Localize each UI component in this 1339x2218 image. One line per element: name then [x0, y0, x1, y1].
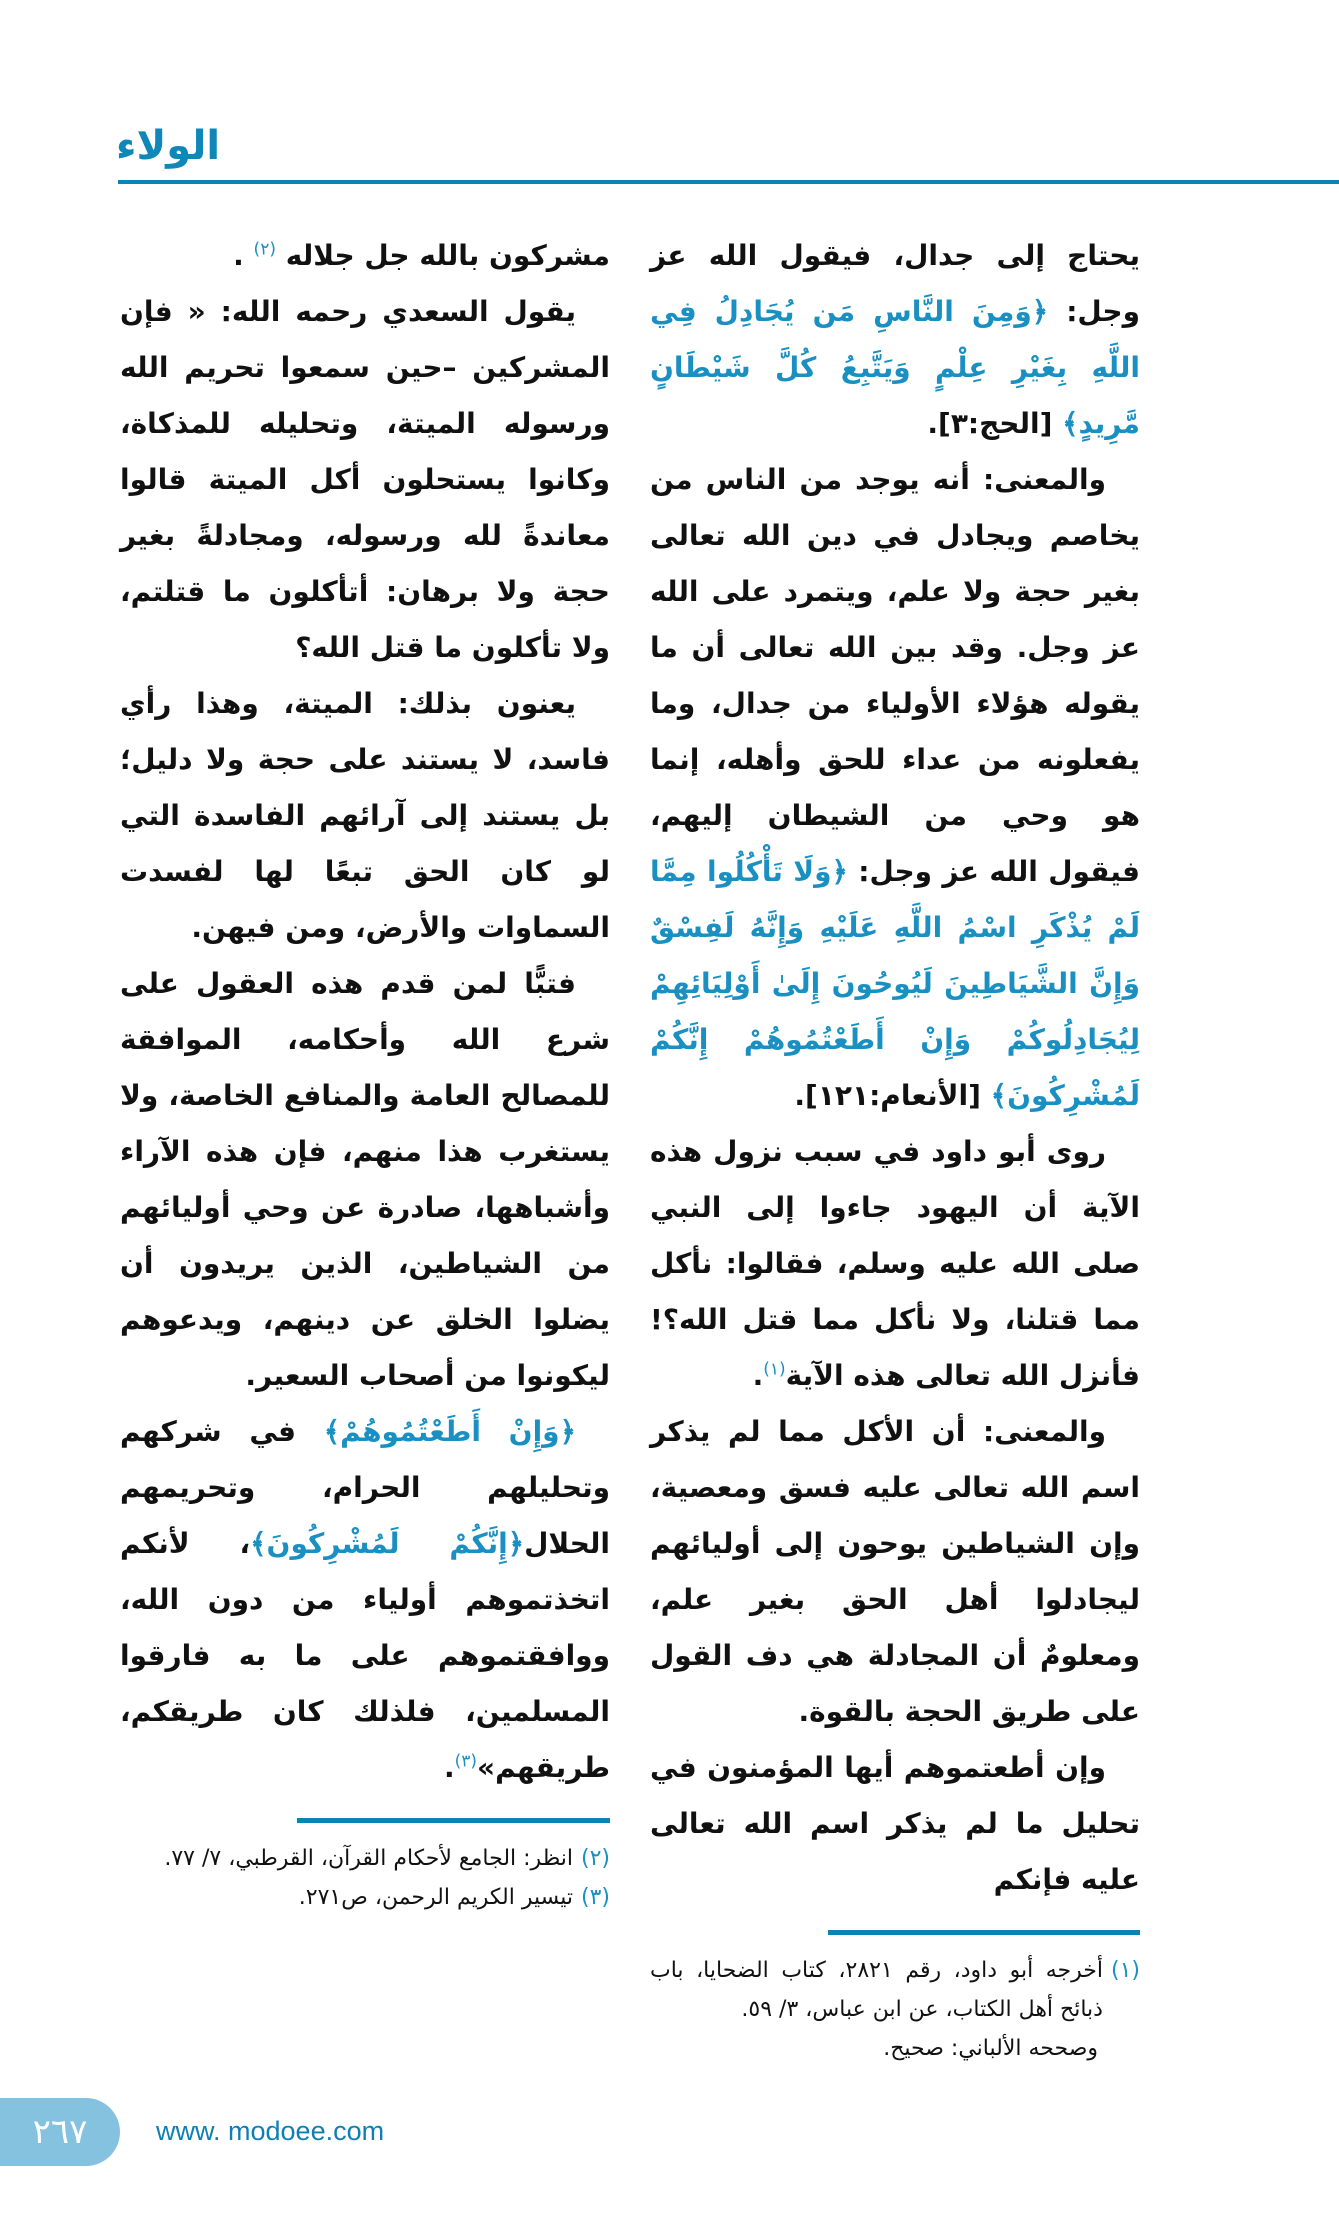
footnote-reference: (٣): [454, 1751, 477, 1772]
page-footer: [0, 2098, 1339, 2218]
body-text: يعنون بذلك: الميتة، وهذا رأي فاسد، لا يستند على حجة ولا دليل؛ بل يستند إلى آرائهم الفاسدة التي لو كان الحق تبعًا لها لفسدت السماوات والأرض، ومن فيهن.: [120, 687, 610, 944]
page-number-badge: ٢٦٧: [0, 2098, 120, 2166]
body-text: فتبًّا لمن قدم هذه العقول على شرع الله وأحكامه، الموافقة للمصالح العامة والمنافع الخاصة، ولا يستغرب هذا منهم، فإن هذه الآراء وأشباهها، صادرة عن وحي أوليائهم من الشياطين، الذين يريدون أن يضلوا الخلق عن دينهم، ويدعوهم ليكونوا من أصحاب السعير.: [120, 967, 610, 1392]
page-header: [0, 0, 1339, 228]
body-text: وإن أطعتموهم أيها المؤمنون في تحليل ما لم يذكر اسم الله تعالى عليه فإنكم: [650, 1751, 1140, 1896]
footnote-1-extra: وصححه الألباني: صحيح.: [883, 2036, 1098, 2061]
paragraph: [120, 956, 610, 1404]
footnote-text: تيسير الكريم الرحمن، ص٢٧١.: [298, 1885, 573, 1910]
body-text: .: [752, 1359, 764, 1392]
right-column-block: [650, 228, 1140, 2068]
header-divider: [118, 180, 1339, 184]
body-text: والمعنى: أن الأكل مما لم يذكر اسم الله تعالى عليه فسق ومعصية، وإن الشياطين يوحون إلى أوليائهم ليجادلوا أهل الحق بغير علم، ومعلومٌ أن المجادلة هي دف القول على طريق الحجة بالقوة.: [650, 1415, 1140, 1728]
quran-verse: ﴿وَإِنْ أَطَعْتُمُوهُمْ﴾: [323, 1415, 576, 1448]
footnote-number: (٢): [580, 1846, 610, 1871]
paragraph: [650, 1740, 1140, 1908]
body-text: [الحج:٣].: [927, 407, 1063, 440]
footnote-number: (١): [1110, 1958, 1140, 1983]
footnotes-right: [650, 1951, 1140, 2068]
body-text: .: [233, 239, 254, 272]
footnote-reference: (٢): [253, 239, 276, 260]
footnote-3: [120, 1878, 610, 1917]
footnote-divider-right: [828, 1930, 1140, 1935]
right-text-column: [650, 228, 1140, 1908]
paragraph: [120, 1404, 610, 1796]
website-url[interactable]: www. modoee.com: [156, 2116, 385, 2146]
left-text-column: [120, 228, 610, 1796]
paragraph: [650, 228, 1140, 452]
left-column-block: [120, 228, 610, 1917]
body-text: مشركون بالله جل جلاله: [275, 239, 610, 272]
footnote-1: [650, 1951, 1140, 2029]
quran-verse: ﴿إِنَّكُمْ لَمُشْرِكُونَ﴾: [250, 1527, 525, 1560]
body-text: يحتاج إلى جدال، فيقول الله عز وجل:: [650, 239, 1140, 328]
body-text: .: [443, 1751, 455, 1784]
footnote-text: أخرجه أبو داود، رقم ٢٨٢١، كتاب الضحايا، باب ذبائح أهل الكتاب، عن ابن عباس، ٣/ ٥٩.: [650, 1958, 1103, 2022]
two-column-body: [0, 228, 1339, 2068]
paragraph: [120, 676, 610, 956]
footnote-reference: (١): [763, 1359, 786, 1380]
body-text: والمعنى: أنه يوجد من الناس من يخاصم ويجادل في دين الله تعالى بغير حجة ولا علم، ويتمرد على الله عز وجل. وقد بين الله تعالى أن ما يقوله هؤلاء الأولياء من جدال، وما يفعلونه من عداء للحق وأهله، إنما هو وحي من الشيطان إليهم، فيقول الله عز وجل:: [650, 463, 1140, 888]
body-text: يقول السعدي رحمه الله: « فإن المشركين –حين سمعوا تحريم الله ورسوله الميتة، وتحليله للمذكاة، وكانوا يستحلون أكل الميتة قالوا معاندةً لله ورسوله، ومجادلةً بغير حجة ولا برهان: أتأكلون ما قتلتم، ولا تأكلون ما قتل الله؟: [120, 295, 610, 664]
paragraph: [120, 284, 610, 676]
quran-verse: ﴿وَمِنَ النَّاسِ مَن يُجَادِلُ فِي اللَّهِ بِغَيْرِ عِلْمٍ وَيَتَّبِعُ كُلَّ شَيْطَانٍ مَّرِيدٍ﴾: [650, 295, 1140, 440]
footnote-divider-left: [297, 1818, 610, 1823]
paragraph: [650, 1124, 1140, 1404]
paragraph: [650, 1404, 1140, 1740]
body-text: روى أبو داود في سبب نزول هذه الآية أن اليهود جاءوا إلى النبي صلى الله عليه وسلم، فقالوا: نأكل مما قتلنا، ولا نأكل مما قتل الله؟! فأنزل الله تعالى هذه الآية: [650, 1135, 1140, 1392]
body-text: في شركهم وتحليلهم الحرام، وتحريمهم الحلال: [120, 1415, 610, 1560]
running-header-title: الولاء: [116, 123, 221, 169]
footnotes-left: [120, 1839, 610, 1917]
quran-verse: ﴿وَلَا تَأْكُلُوا مِمَّا لَمْ يُذْكَرِ اسْمُ اللَّهِ عَلَيْهِ وَإِنَّهُ لَفِسْقٌ وَإِنَّ الشَّيَاطِينَ لَيُوحُونَ إِلَىٰ أَوْلِيَائِهِمْ لِيُجَادِلُوكُمْ وَإِنْ أَطَعْتُمُوهُمْ إِنَّكُمْ لَمُشْرِكُونَ﴾: [650, 855, 1140, 1112]
footnote-2: [120, 1839, 610, 1878]
footnote-number: (٣): [580, 1885, 610, 1910]
body-text: [الأنعام:١٢١].: [794, 1079, 991, 1112]
paragraph: [120, 228, 610, 284]
body-text: ، لأنكم اتخذتموهم أولياء من دون الله، ووافقتموهم على ما به فارقوا المسلمين، فلذلك كان طريقكم، طريقهم»: [120, 1527, 610, 1784]
paragraph: [650, 452, 1140, 1124]
footnote-text: انظر: الجامع لأحكام القرآن، القرطبي، ٧/ ٧٧.: [164, 1846, 573, 1871]
